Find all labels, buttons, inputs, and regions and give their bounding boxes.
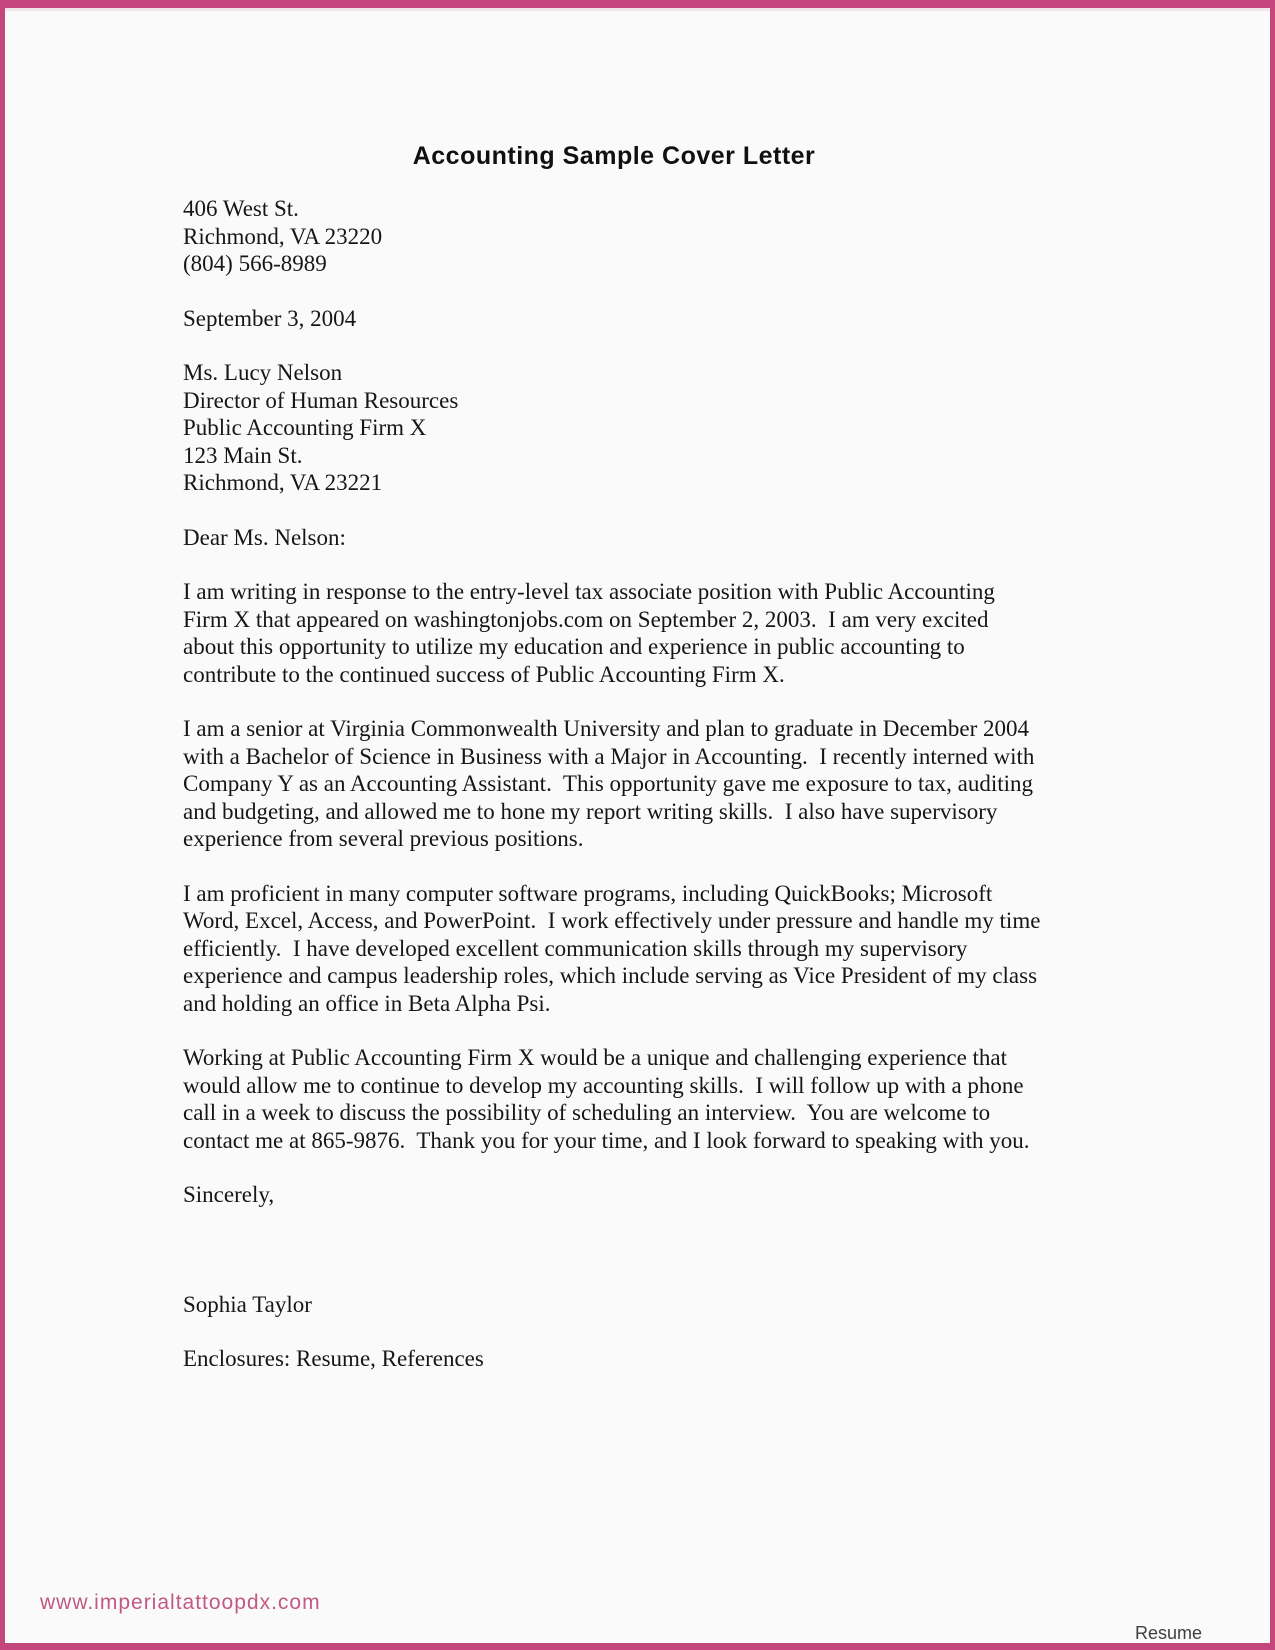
body-paragraph: I am a senior at Virginia Commonwealth University and plan to graduate in December 2004 with a Bachelor of Science in Business with a Major in Accounting. I recently interned with Company Y as an Accounting Assistant. This opportunity gave me exposure to tax, auditing and budgeting, and allowed me to hone my report writing skills. I also have supervisory experience from several previous positions. (183, 716, 1041, 851)
date-line: September 3, 2004 (183, 305, 357, 331)
salutation: Dear Ms. Nelson: (183, 524, 346, 550)
cover-letter-document (183, 8, 1045, 1373)
recipient-line: Ms. Lucy Nelson (183, 360, 343, 385)
signature-name: Sophia Taylor (183, 1291, 312, 1317)
enclosures-line: Enclosures: Resume, References (183, 1346, 484, 1371)
recipient-line: Director of Human Resources (183, 387, 459, 413)
sender-address-line: 406 West St. (183, 196, 299, 221)
sender-address-line: Richmond, VA 23220 (183, 223, 383, 249)
sender-address-block (183, 195, 1045, 278)
recipient-line: Public Accounting Firm X (183, 415, 427, 440)
body-paragraph: I am writing in response to the entry-level tax associate position with Public Accounting Firm X that appeared on washingtonjobs.com on September 2, 2003. I am very excited about this opportunity to utilize my education and experience in public accounting to contribute to the continued success of Public Accounting Firm X. (183, 579, 1001, 687)
footer-resume-label: Resume (1134, 1623, 1202, 1643)
closing: Sincerely, (183, 1182, 275, 1207)
body-paragraph: I am proficient in many computer software programs, including QuickBooks; Microsoft Word, Excel, Access, and PowerPoint. I work effectively under pressure and handle my time efficiently. I have developed excellent communication skills through my supervisory experience and campus leadership roles, which include serving as Vice President of my class and holding an office in Beta Alpha Psi. (183, 880, 1047, 1016)
recipient-line: Richmond, VA 23221 (183, 470, 383, 495)
sender-address-line: (804) 566-8989 (183, 251, 327, 276)
recipient-address-block (183, 359, 1045, 497)
watermark-url: www.imperialtattoopdx.com (40, 1591, 321, 1614)
recipient-line: 123 Main St. (183, 442, 303, 468)
letter-title: Accounting Sample Cover Letter (412, 142, 816, 170)
body-paragraph: Working at Public Accounting Firm X would be a unique and challenging experience that would allow me to continue to develop my accounting skills. I will follow up with a phone call in a week to discuss the possibility of scheduling an interview. You are welcome to contact me at 865-9876. Thank you for your time, and I look forward to speaking with you. (183, 1045, 1030, 1153)
